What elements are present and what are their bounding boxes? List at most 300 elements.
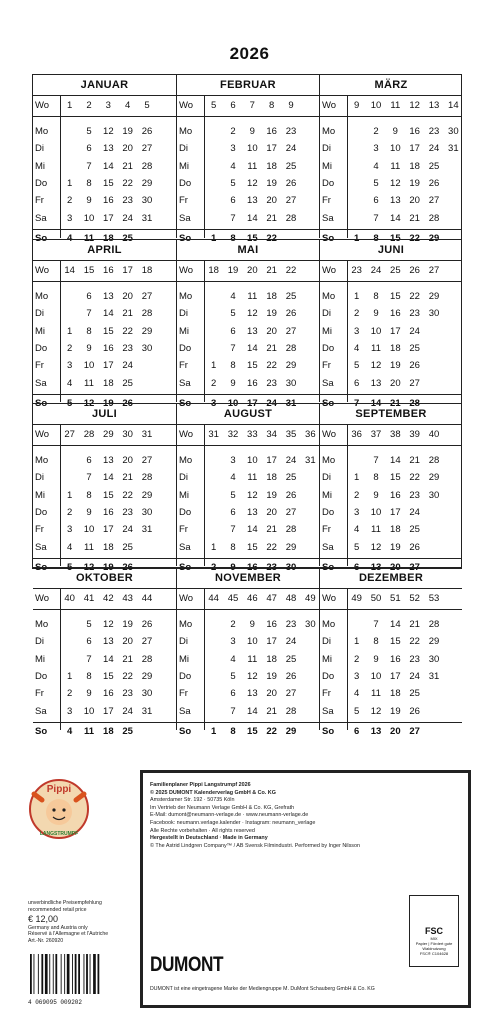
- month-februar: [176, 75, 319, 244]
- day-row-mi: [177, 158, 319, 176]
- date-cell: 24: [122, 360, 133, 372]
- date-cell: 20: [122, 143, 133, 155]
- weekday-label: Sa: [322, 377, 334, 389]
- date-cell: 4: [354, 688, 360, 700]
- week-number: 14: [448, 100, 459, 111]
- week-number: 41: [83, 593, 95, 604]
- date-cell: 31: [428, 670, 440, 682]
- week-number: 52: [409, 593, 420, 604]
- day-row-do: [33, 504, 176, 522]
- weekday-label: Mi: [322, 653, 333, 665]
- date-cell: 23: [122, 506, 133, 518]
- date-cell: 11: [84, 377, 94, 389]
- date-cell: 19: [122, 619, 133, 630]
- day-row-fr: [320, 521, 462, 539]
- date-cell: 26: [285, 308, 297, 320]
- date-cell: [301, 685, 320, 703]
- week-number: 51: [390, 593, 401, 604]
- month-mai: [176, 239, 319, 409]
- date-cell: [347, 192, 366, 210]
- weekday-label: Sa: [322, 212, 334, 224]
- month-title: FEBRUAR: [220, 79, 276, 91]
- date-cell: 23: [266, 377, 277, 389]
- week-number: 6: [230, 100, 236, 111]
- date-cell: 18: [266, 653, 277, 665]
- week-number: 31: [208, 429, 219, 440]
- imprint-line: © 2025 DUMONT Kalenderverlag GmbH & Co. KG: [150, 789, 276, 796]
- date-cell: [444, 175, 463, 193]
- imprint-text: [150, 782, 390, 850]
- date-cell: [301, 703, 320, 721]
- date-cell: [60, 452, 79, 470]
- date-cell: 20: [409, 195, 420, 207]
- date-cell: 1: [67, 670, 73, 682]
- date-cell: 10: [247, 636, 258, 648]
- date-cell: 2: [354, 489, 360, 501]
- date-cell: 9: [86, 195, 92, 207]
- date-cell: 10: [370, 506, 382, 518]
- date-cell: 11: [84, 541, 94, 553]
- week-number: 11: [390, 100, 401, 111]
- date-cell: 18: [266, 472, 277, 484]
- date-cell: 21: [266, 705, 277, 717]
- date-cell: 4: [230, 472, 236, 484]
- date-cell: 11: [371, 524, 381, 536]
- date-cell: 9: [86, 688, 92, 700]
- date-cell: 22: [409, 232, 420, 244]
- date-cell: [60, 651, 79, 669]
- date-cell: 22: [122, 325, 133, 337]
- date-cell: 2: [354, 308, 360, 320]
- month-oktober: [33, 567, 176, 737]
- weekday-label: Mi: [35, 160, 46, 172]
- date-cell: 4: [230, 160, 236, 172]
- date-cell: 20: [266, 325, 277, 337]
- date-cell: [347, 210, 366, 228]
- week-number: 1: [67, 100, 73, 111]
- weekday-label: Do: [322, 506, 335, 518]
- date-cell: 28: [428, 212, 440, 224]
- date-cell: 6: [230, 195, 236, 207]
- date-cell: 5: [86, 619, 92, 630]
- date-cell: 24: [409, 325, 420, 337]
- day-row-sa: [177, 375, 319, 393]
- date-cell: 26: [409, 705, 420, 717]
- date-cell: 20: [122, 291, 133, 302]
- date-cell: 23: [122, 195, 133, 207]
- date-cell: 7: [86, 308, 92, 320]
- day-row-mo: [177, 616, 319, 634]
- date-cell: 29: [428, 232, 440, 244]
- date-cell: 14: [247, 524, 258, 536]
- date-cell: 12: [247, 308, 258, 320]
- day-row-di: [33, 305, 176, 323]
- weekday-label: Mo: [35, 619, 49, 630]
- barcode-bar: [30, 954, 32, 994]
- date-cell: 12: [247, 670, 258, 682]
- date-cell: 16: [390, 489, 401, 501]
- date-cell: 17: [266, 455, 277, 466]
- date-cell: 13: [247, 688, 258, 700]
- date-cell: 1: [67, 489, 73, 501]
- date-cell: 28: [141, 653, 153, 665]
- date-cell: 8: [86, 489, 92, 501]
- date-cell: 28: [285, 342, 297, 354]
- date-cell: 22: [122, 670, 133, 682]
- day-row-mo: [177, 123, 319, 141]
- week-number: 34: [266, 429, 277, 440]
- date-cell: 24: [285, 636, 297, 648]
- date-cell: 15: [247, 541, 258, 553]
- date-cell: 20: [122, 636, 133, 648]
- date-cell: 5: [230, 670, 236, 682]
- weekday-label: Di: [322, 308, 331, 320]
- date-cell: [137, 357, 156, 375]
- date-cell: 19: [266, 489, 277, 501]
- day-row-do: [177, 504, 319, 522]
- date-cell: 4: [230, 653, 236, 665]
- date-cell: 9: [249, 619, 255, 630]
- date-cell: 19: [266, 670, 277, 682]
- date-cell: 11: [247, 472, 258, 484]
- weekday-label: So: [179, 725, 192, 737]
- date-cell: 14: [390, 455, 401, 466]
- day-row-so: [320, 722, 462, 741]
- weekday-label: Mi: [179, 653, 190, 665]
- date-cell: 14: [103, 472, 114, 484]
- date-cell: 10: [83, 212, 95, 224]
- week-number: 22: [285, 265, 297, 276]
- date-cell: 4: [67, 377, 73, 389]
- date-cell: 12: [370, 360, 382, 372]
- week-number-row: [33, 260, 176, 282]
- fsc-mix: MIX: [430, 936, 438, 941]
- date-cell: 20: [266, 688, 277, 700]
- day-row-do: [320, 504, 462, 522]
- month-title: JUNI: [377, 244, 405, 256]
- weekday-label: Mo: [179, 455, 193, 466]
- date-cell: 12: [247, 489, 258, 501]
- day-row-do: [33, 340, 176, 358]
- month-april: [33, 239, 176, 409]
- week-label: Wo: [179, 593, 194, 604]
- weekday-label: Di: [35, 636, 44, 648]
- weekday-label: Mi: [322, 489, 333, 501]
- date-cell: [60, 288, 79, 306]
- date-cell: 9: [392, 126, 398, 137]
- date-cell: [60, 158, 79, 176]
- imprint-line: Facebook: neumann.verlage.kalender · Instagram: neumann_verlage: [150, 819, 316, 826]
- price-note: unverbindliche Preisempfehlung: [28, 900, 102, 906]
- week-number: 18: [141, 265, 153, 276]
- date-cell: [204, 685, 223, 703]
- date-cell: 30: [141, 195, 153, 207]
- date-cell: 30: [448, 126, 459, 137]
- date-cell: 5: [354, 705, 360, 717]
- weekday-label: Mi: [322, 325, 333, 337]
- week-label: Wo: [322, 429, 337, 440]
- date-cell: [347, 616, 366, 634]
- date-cell: 15: [390, 291, 401, 302]
- date-cell: [204, 452, 223, 470]
- date-cell: [60, 633, 79, 651]
- weekday-label: Sa: [35, 377, 47, 389]
- week-number: 29: [103, 429, 114, 440]
- date-cell: 9: [86, 506, 92, 518]
- week-number: 27: [64, 429, 75, 440]
- day-row-mi: [33, 158, 176, 176]
- date-cell: [301, 668, 320, 686]
- date-cell: 28: [428, 455, 440, 466]
- date-cell: 18: [390, 524, 401, 536]
- date-cell: 8: [86, 177, 92, 189]
- date-cell: 30: [141, 506, 153, 518]
- date-cell: [424, 685, 443, 703]
- week-number: 33: [247, 429, 258, 440]
- weekday-label: Mo: [35, 291, 49, 302]
- day-row-mo: [177, 288, 319, 306]
- date-cell: 2: [211, 561, 217, 573]
- week-number-row: [177, 260, 319, 282]
- date-cell: 21: [409, 455, 420, 466]
- month-juni: [319, 239, 462, 409]
- date-cell: 19: [409, 177, 420, 189]
- date-cell: 10: [247, 143, 258, 155]
- week-number: 30: [122, 429, 133, 440]
- day-row-sa: [320, 703, 462, 721]
- date-cell: 15: [247, 232, 258, 244]
- date-cell: [424, 504, 443, 522]
- date-cell: 7: [86, 472, 92, 484]
- date-cell: 1: [211, 360, 217, 372]
- date-cell: 3: [354, 670, 360, 682]
- date-cell: 14: [390, 619, 401, 630]
- date-cell: 23: [409, 489, 420, 501]
- imprint-line: Hergestellt in Deutschland · Made in Germany: [150, 835, 268, 842]
- date-cell: 14: [247, 212, 258, 224]
- weekday-label: Di: [179, 636, 188, 648]
- day-row-mo: [320, 288, 462, 306]
- week-number: 31: [141, 429, 153, 440]
- month-januar: [33, 75, 176, 244]
- weekday-label: Mi: [322, 160, 333, 172]
- weekday-label: So: [322, 725, 335, 737]
- barcode-bar: [34, 954, 35, 994]
- weekday-label: Fr: [179, 360, 188, 372]
- week-number-row: [33, 588, 176, 610]
- weekday-label: Do: [179, 177, 192, 189]
- date-cell: 30: [141, 688, 153, 700]
- date-cell: 4: [373, 160, 379, 172]
- date-cell: 7: [86, 653, 92, 665]
- week-number-row: [177, 95, 319, 117]
- barcode-bar: [86, 954, 88, 994]
- barcode-bar: [38, 954, 39, 994]
- date-cell: 5: [373, 177, 379, 189]
- day-row-mi: [320, 651, 462, 669]
- date-cell: 21: [122, 472, 133, 484]
- date-cell: [347, 452, 366, 470]
- date-cell: [424, 340, 443, 358]
- date-cell: 31: [285, 397, 297, 409]
- date-cell: 6: [354, 561, 360, 573]
- week-number: 15: [83, 265, 95, 276]
- date-cell: 13: [390, 195, 401, 207]
- weekday-label: Sa: [35, 541, 47, 553]
- week-number: 4: [125, 100, 131, 111]
- date-cell: 2: [230, 126, 236, 137]
- date-cell: 17: [390, 506, 401, 518]
- date-cell: [444, 192, 463, 210]
- date-cell: 13: [370, 377, 382, 389]
- weekday-label: Mi: [35, 653, 46, 665]
- date-cell: 7: [373, 212, 379, 224]
- week-number: 13: [428, 100, 440, 111]
- date-cell: 25: [285, 472, 297, 484]
- date-cell: 10: [370, 670, 382, 682]
- fsc-name: FSC: [425, 926, 443, 936]
- date-cell: 7: [230, 342, 236, 354]
- date-cell: [137, 375, 156, 393]
- date-cell: 14: [390, 212, 401, 224]
- month-title: SEPTEMBER: [355, 408, 427, 420]
- date-cell: 9: [230, 561, 236, 573]
- date-cell: 16: [103, 506, 114, 518]
- date-cell: [424, 521, 443, 539]
- price-region-fr: Réservé à l'Allemagne et l'Autriche: [28, 931, 109, 938]
- day-row-di: [177, 633, 319, 651]
- date-cell: 31: [141, 212, 153, 224]
- date-cell: 2: [354, 653, 360, 665]
- date-cell: 16: [247, 377, 258, 389]
- date-cell: 6: [373, 195, 379, 207]
- weekday-label: Do: [179, 670, 192, 682]
- date-cell: 7: [86, 160, 92, 172]
- date-cell: 17: [266, 636, 277, 648]
- barcode-bar: [53, 954, 54, 994]
- date-cell: 30: [141, 342, 153, 354]
- weekday-label: Do: [35, 670, 48, 682]
- weekday-label: Mi: [179, 489, 190, 501]
- date-cell: 17: [103, 524, 114, 536]
- weekday-label: Mo: [35, 455, 49, 466]
- week-number: 24: [370, 265, 382, 276]
- date-cell: [204, 140, 223, 158]
- week-number: 21: [266, 265, 277, 276]
- date-cell: 9: [373, 653, 379, 665]
- date-cell: 6: [86, 455, 92, 466]
- date-cell: 26: [285, 489, 297, 501]
- date-cell: [137, 723, 156, 741]
- date-cell: [204, 210, 223, 228]
- week-number: 48: [285, 593, 297, 604]
- date-cell: 17: [390, 670, 401, 682]
- weekday-label: Di: [35, 143, 44, 155]
- day-row-do: [177, 668, 319, 686]
- weekday-label: Do: [35, 342, 48, 354]
- date-cell: [301, 521, 320, 539]
- month-title: JULI: [91, 408, 118, 420]
- date-cell: 26: [409, 541, 420, 553]
- date-cell: 28: [285, 212, 297, 224]
- week-number: 40: [64, 593, 75, 604]
- date-cell: 30: [428, 489, 440, 501]
- date-cell: 6: [86, 143, 92, 155]
- date-cell: [347, 123, 366, 141]
- date-cell: 13: [247, 506, 258, 518]
- date-cell: [424, 323, 443, 341]
- date-cell: 25: [122, 377, 133, 389]
- imprint-box: [140, 770, 471, 1008]
- date-cell: 31: [305, 455, 316, 466]
- date-cell: 26: [428, 177, 440, 189]
- week-label: Wo: [322, 100, 337, 111]
- date-cell: [424, 375, 443, 393]
- price-note-en: recommended retail price: [28, 906, 87, 913]
- day-row-sa: [177, 539, 319, 557]
- date-cell: 15: [247, 725, 258, 737]
- date-cell: [137, 539, 156, 557]
- date-cell: 23: [122, 688, 133, 700]
- date-cell: 3: [354, 506, 360, 518]
- weekday-label: Mo: [322, 455, 336, 466]
- day-row-mi: [320, 158, 462, 176]
- week-number: 44: [141, 593, 153, 604]
- week-label: Wo: [35, 429, 50, 440]
- day-row-mo: [177, 452, 319, 470]
- barcode-bar: [75, 954, 77, 994]
- imprint-line: © The Astrid Lindgren Company™ / AB Svensk Filmindustri. Performed by Inger Nilsson: [150, 842, 361, 849]
- week-number: 49: [305, 593, 316, 604]
- day-row-do: [33, 175, 176, 193]
- date-cell: [60, 616, 79, 634]
- date-cell: 24: [409, 506, 420, 518]
- date-cell: 30: [428, 308, 440, 320]
- week-number: 9: [288, 100, 294, 111]
- day-row-fr: [320, 192, 462, 210]
- date-cell: [301, 723, 320, 741]
- date-cell: 10: [83, 524, 95, 536]
- date-cell: 4: [354, 342, 360, 354]
- barcode-bar: [55, 954, 57, 994]
- date-cell: 11: [247, 291, 258, 302]
- date-cell: 19: [266, 308, 277, 320]
- date-cell: 16: [266, 126, 277, 137]
- weekday-label: Do: [322, 177, 335, 189]
- date-cell: 26: [141, 619, 153, 630]
- date-cell: 20: [266, 506, 277, 518]
- date-cell: [444, 158, 463, 176]
- date-cell: 11: [83, 725, 95, 737]
- date-cell: 21: [409, 619, 420, 630]
- weekday-label: Fr: [322, 360, 331, 372]
- date-cell: 3: [230, 636, 236, 648]
- date-cell: [204, 616, 223, 634]
- date-cell: 19: [103, 397, 114, 409]
- date-cell: 29: [428, 291, 440, 302]
- weekday-label: So: [35, 397, 48, 409]
- barcode-bar: [98, 954, 100, 994]
- day-row-mi: [320, 323, 462, 341]
- date-cell: 29: [141, 325, 153, 337]
- day-row-mo: [320, 452, 462, 470]
- day-row-di: [33, 633, 176, 651]
- date-cell: 9: [373, 489, 379, 501]
- week-label: Wo: [179, 429, 194, 440]
- date-cell: 11: [247, 653, 258, 665]
- date-cell: 25: [409, 524, 420, 536]
- month-title: NOVEMBER: [215, 572, 281, 584]
